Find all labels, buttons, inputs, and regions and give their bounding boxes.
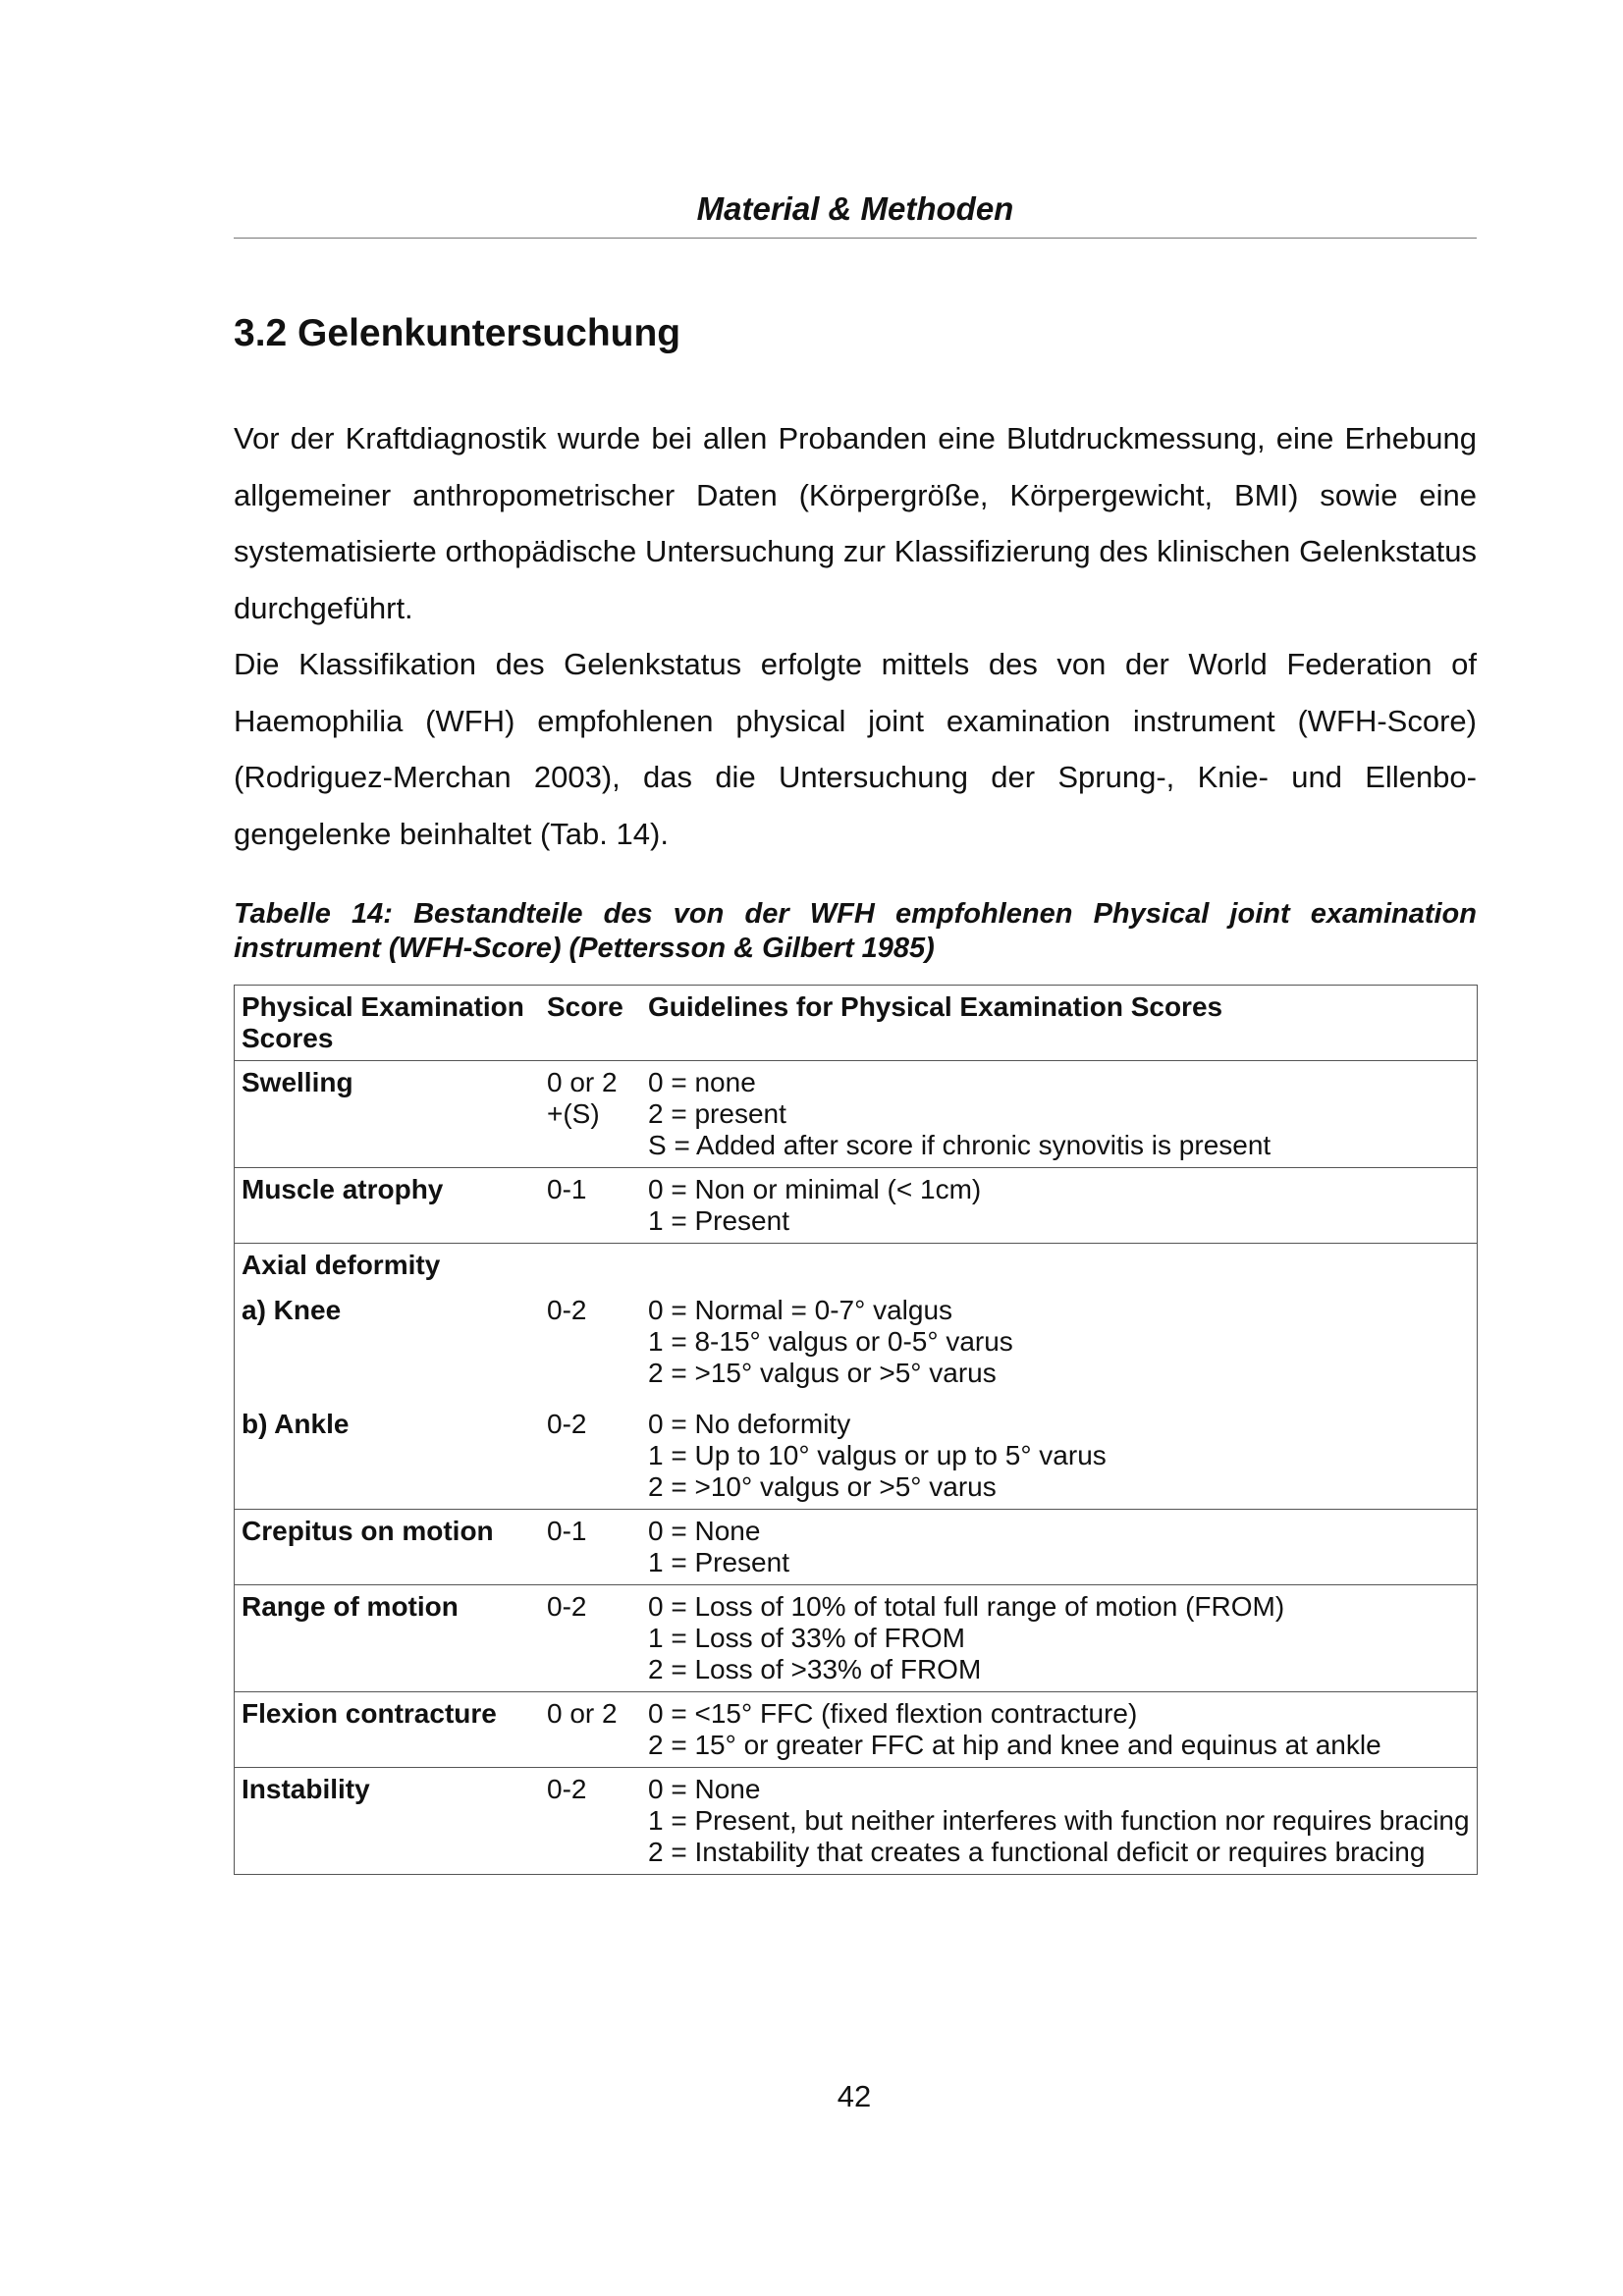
row-label: Muscle atrophy (235, 1168, 541, 1244)
guideline-cell (641, 1281, 1478, 1395)
body-text (234, 410, 1477, 862)
table-row (235, 1768, 1478, 1875)
table-subrow (235, 1281, 1478, 1395)
row-label: a) Knee (242, 1295, 342, 1325)
guideline-line: 2 = >15° valgus or >5° varus (648, 1358, 997, 1388)
guideline-line: 0 = None (648, 1516, 761, 1546)
score-value: 0 or 2 (547, 1698, 618, 1729)
column-header: Physical Examination Scores (235, 986, 541, 1061)
section-title: 3.2 Gelenkuntersuchung (234, 312, 681, 354)
guideline-line: 2 = present (648, 1098, 786, 1129)
guideline-line: 0 = <15° FFC (fixed flextion contracture) (648, 1698, 1138, 1729)
column-header: Guidelines for Physical Examination Scores (641, 986, 1478, 1061)
table-subrow (235, 1395, 1478, 1510)
guideline-line: 1 = Loss of 33% of FROM (648, 1623, 965, 1653)
row-label: Swelling (235, 1061, 541, 1168)
guideline-line: 2 = >10° valgus or >5° varus (648, 1471, 997, 1502)
guideline-line: 1 = Present (648, 1547, 789, 1577)
row-label: Instability (235, 1768, 541, 1875)
guideline-cell (641, 1768, 1478, 1875)
score-value: 0-2 (547, 1295, 587, 1325)
guideline-cell (641, 1585, 1478, 1692)
page-number: 42 (837, 2079, 872, 2113)
guideline-cell (641, 1510, 1478, 1585)
score-cell (540, 1692, 641, 1768)
guideline-line: 1 = Present (648, 1205, 789, 1236)
guideline-line: 2 = Loss of >33% of FROM (648, 1654, 982, 1684)
row-label: Flexion contracture (235, 1692, 541, 1768)
score-value: 0-2 (547, 1409, 587, 1439)
guideline-line: 0 = Normal = 0-7° valgus (648, 1295, 953, 1325)
guideline-line: 1 = 8-15° valgus or 0-5° varus (648, 1326, 1013, 1357)
guideline-line: 2 = 15° or greater FFC at hip and knee and equinus at ankle (648, 1730, 1381, 1760)
guideline-line: 0 = Non or minimal (< 1cm) (648, 1174, 982, 1204)
guideline-cell (641, 1395, 1478, 1510)
row-label: Range of motion (235, 1585, 541, 1692)
running-header: Material & Methoden (234, 190, 1477, 239)
table-row (235, 1168, 1478, 1244)
guideline-line: 2 = Instability that creates a functional deficit or requires bracing (648, 1837, 1426, 1867)
guideline-cell (641, 1061, 1478, 1168)
score-cell (540, 1168, 641, 1244)
paragraph: Vor der Kraftdiagnostik wurde bei allen Probanden eine Blutdruckmessung, eine Erhebung allgemeiner anthropometrischer Daten (Körpergröße, Körpergewicht, BMI) sowie eine systematisierte orthopädische Untersuchung zur Klassifizierung des klinischen Gelenkstatus durchgeführt. (234, 421, 1477, 625)
score-value: 0 or 2 (547, 1067, 618, 1097)
guideline-line: 1 = Up to 10° valgus or up to 5° varus (648, 1440, 1107, 1470)
score-value: +(S) (547, 1098, 600, 1129)
guideline-line: 0 = none (648, 1067, 756, 1097)
wfh-score-table (234, 985, 1478, 1875)
row-label: Axial deformity (235, 1244, 541, 1282)
score-value: 0-2 (547, 1591, 587, 1622)
table-row (235, 1585, 1478, 1692)
score-cell (540, 1510, 641, 1585)
guideline-cell (641, 1692, 1478, 1768)
score-value: 0-1 (547, 1174, 587, 1204)
table-row (235, 1510, 1478, 1585)
table-header-row (235, 986, 1478, 1061)
paragraph: Die Klassifikation des Gelenkstatus erfolgte mittels des von der World Federation of Haemophilia (WFH) empfohlenen physical joint examination instrument (WFH-Score) (Rodriguez-Merchan 2003), das die Untersuchung der Sprung-, Knie- und Ellenbogengelenke beinhaltet (Tab. 14). (234, 647, 1477, 851)
guideline-line: S = Added after score if chronic synovitis is present (648, 1130, 1271, 1160)
guideline-line: 0 = Loss of 10% of total full range of motion (FROM) (648, 1591, 1285, 1622)
score-cell (540, 1281, 641, 1395)
guideline-cell (641, 1168, 1478, 1244)
table-caption: Tabelle 14: Bestandteile des von der WFH empfohlenen Physical joint examination instrument (WFH-Score) (Pettersson & Gilbert 1985) (234, 898, 1477, 964)
score-value: 0-2 (547, 1774, 587, 1804)
score-cell (540, 1585, 641, 1692)
row-label: b) Ankle (242, 1409, 350, 1439)
score-value: 0-1 (547, 1516, 587, 1546)
table-row (235, 1692, 1478, 1768)
table-row (235, 1244, 1478, 1282)
score-cell (540, 1768, 641, 1875)
row-label: Crepitus on motion (235, 1510, 541, 1585)
guideline-line: 1 = Present, but neither interferes with function nor requires bracing (648, 1805, 1470, 1836)
guideline-line: 0 = None (648, 1774, 761, 1804)
score-cell (540, 1395, 641, 1510)
column-header: Score (540, 986, 641, 1061)
guideline-line: 0 = No deformity (648, 1409, 851, 1439)
table-row (235, 1061, 1478, 1168)
score-cell (540, 1061, 641, 1168)
